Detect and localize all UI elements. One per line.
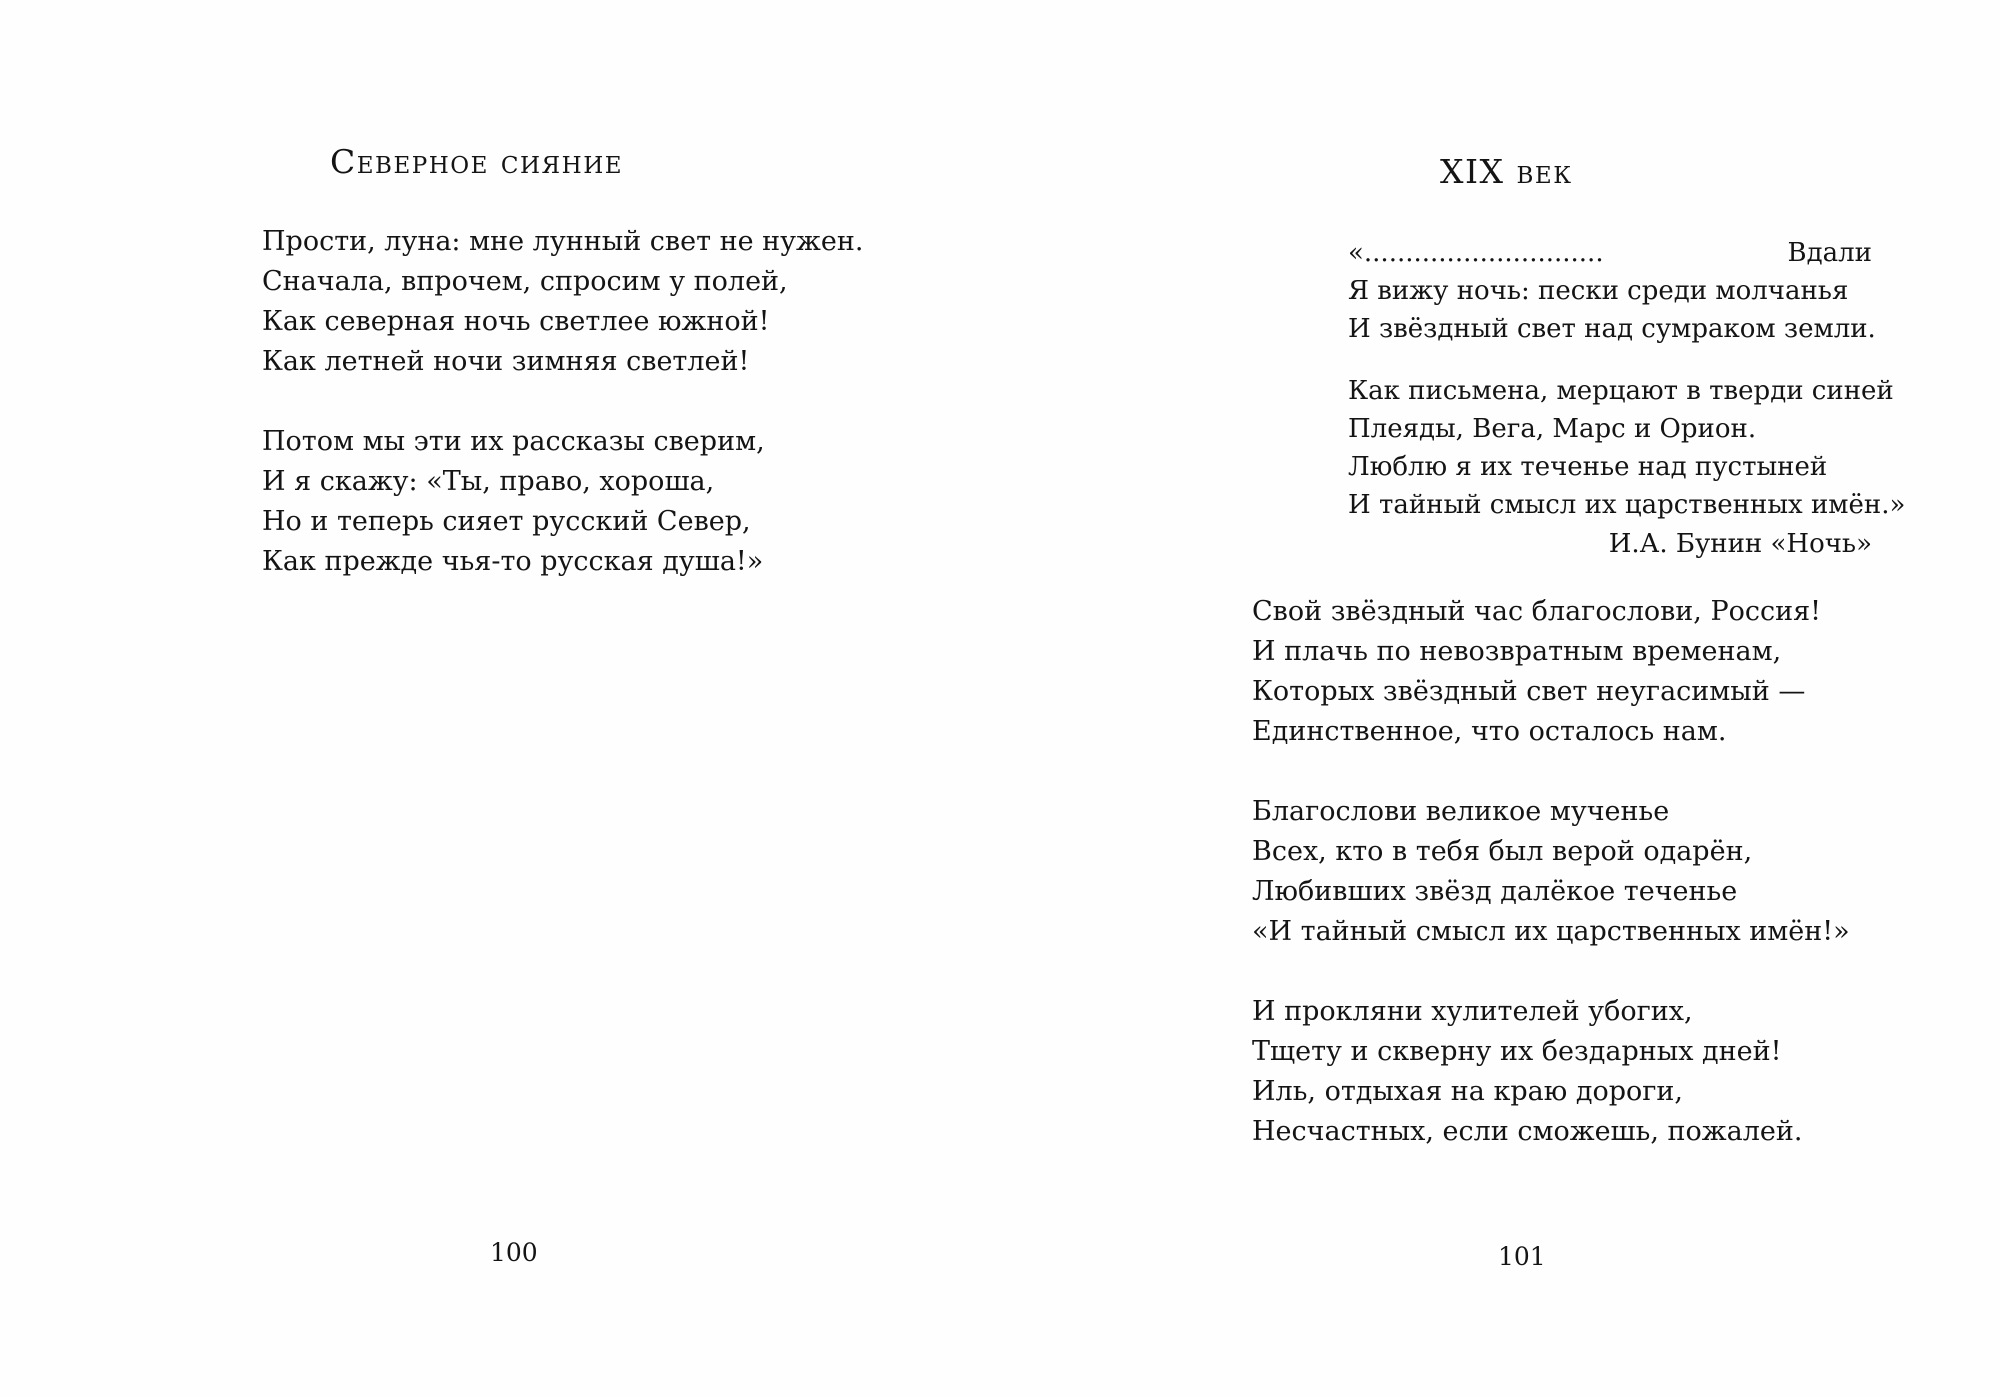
epigraph-ellipsis: «............................. — [1348, 238, 1604, 268]
epigraph-stanza-2 — [1348, 372, 1906, 524]
right-page — [1000, 0, 2000, 1397]
poem-line: Как северная ночь светлее южной! — [262, 306, 770, 337]
right-stanza-2 — [1252, 792, 1850, 952]
poem-line: Потом мы эти их рассказы сверим, — [262, 426, 765, 457]
epigraph-attribution: И.А. Бунин «Ночь» — [1608, 529, 1872, 559]
epigraph-line: Как письмена, мерцают в тверди синей — [1348, 376, 1894, 406]
poem-line: Которых звёздный свет неугасимый — — [1252, 676, 1806, 707]
right-stanza-3 — [1252, 992, 1802, 1152]
page-number-right: 101 — [1498, 1242, 1546, 1271]
poem-line: Благослови великое мученье — [1252, 796, 1670, 827]
epigraph-line: И тайный смысл их царственных имён.» — [1348, 490, 1906, 520]
poem-title-left: Северное сияние — [330, 142, 624, 181]
poem-line: Единственное, что осталось нам. — [1252, 716, 1727, 747]
epigraph-first-word: Вдали — [1787, 238, 1872, 268]
poem-line: Любивших звёзд далёкое теченье — [1252, 876, 1738, 907]
poem-line: «И тайный смысл их царственных имён!» — [1252, 916, 1850, 947]
epigraph-line: И звёздный свет над сумраком земли. — [1348, 314, 1876, 344]
epigraph-stanza-1 — [1348, 234, 1886, 348]
poem-line: И плачь по невозвратным временам, — [1252, 636, 1782, 667]
poem-line: Тщету и скверну их бездарных дней! — [1252, 1036, 1782, 1067]
poem-line: Иль, отдыхая на краю дороги, — [1252, 1076, 1683, 1107]
epigraph-first-line — [1348, 234, 1872, 272]
poem-line: Но и теперь сияет русский Север, — [262, 506, 751, 537]
poem-line: Как летней ночи зимняя светлей! — [262, 346, 750, 377]
page-number-left: 100 — [490, 1238, 538, 1267]
poem-line: Свой звёздный час благослови, Россия! — [1252, 596, 1822, 627]
poem-line: Прости, луна: мне лунный свет не нужен. — [262, 226, 864, 257]
poem-line: Сначала, впрочем, спросим у полей, — [262, 266, 788, 297]
poem-line: Как прежде чья-то русская душа!» — [262, 546, 764, 577]
poem-title-right: XIX век — [1440, 152, 1573, 191]
epigraph-line: Я вижу ночь: пески среди молчанья — [1348, 276, 1849, 306]
poem-line: И прокляни хулителей убогих, — [1252, 996, 1693, 1027]
left-stanza-1 — [262, 222, 863, 382]
poem-line: Несчастных, если сможешь, пожалей. — [1252, 1116, 1803, 1147]
left-stanza-2 — [262, 422, 765, 582]
epigraph-line: Люблю я их теченье над пустыней — [1348, 452, 1828, 482]
poem-line: Всех, кто в тебя был верой одарён, — [1252, 836, 1753, 867]
poem-line: И я скажу: «Ты, право, хороша, — [262, 466, 715, 497]
right-stanza-1 — [1252, 592, 1821, 752]
epigraph-line: Плеяды, Вега, Марс и Орион. — [1348, 414, 1757, 444]
